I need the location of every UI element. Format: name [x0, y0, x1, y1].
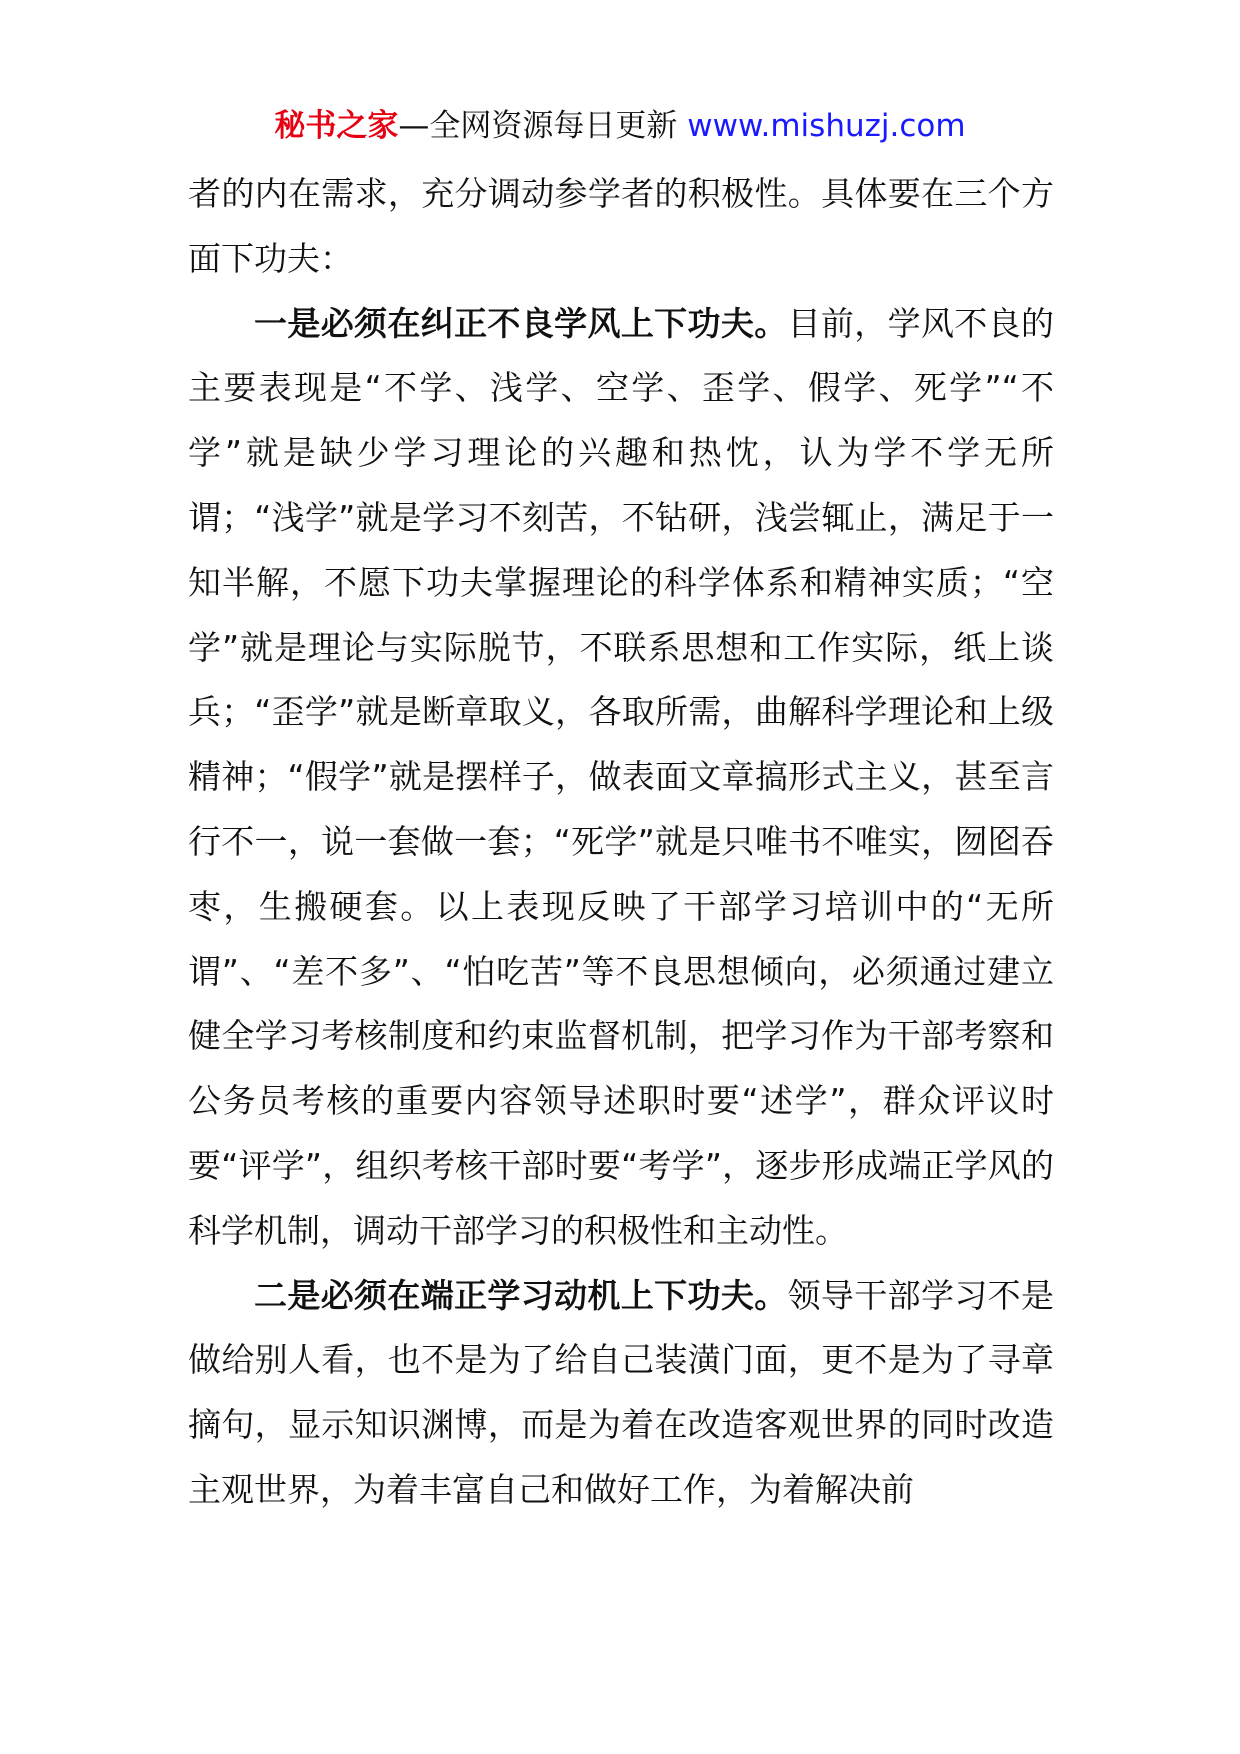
paragraph-text: 目前，学风不良的主要表现是“不学、浅学、空学、歪学、假学、死学”“不学”就是缺少学习理论的兴趣和热忱，认为学不学无所谓；“浅学”就是学习不刻苦，不钻研，浅尝辄止，满足于一知半解，不愿下功夫掌握理论的科学体系和精神实质；“空学”就是理论与实际脱节，不联系思想和工作实际，纸上谈兵；“歪学”就是断章取义，各取所需，曲解科学理论和上级精神；“假学”就是摆样子，做表面文章搞形式主义，甚至言行不一，说一套做一套；“死学”就是只唯书不唯实，囫囵吞枣，生搬硬套。以上表现反映了干部学习培训中的“无所谓”、“差不多”、“怕吃苦”等不良思想倾向，必须通过建立健全学习考核制度和约束监督机制，把学习作为干部考察和公务员考核的重要内容领导述职时要“述学”，群众评议时要“评学”，组织考核干部时要“考学”，逐步形成端正学风的科学机制，调动干部学习的积极性和主动性。: [188, 303, 1055, 1250]
document-body: [188, 162, 1054, 1523]
paragraph-text: 者的内在需求，充分调动参学者的积极性。具体要在三个方面下功夫：: [188, 174, 1054, 278]
paragraph-text: 领导干部学习不是做给别人看，也不是为了给自己装潢门面，更不是为了寻章摘句，显示知识渊博，而是为着在改造客观世界的同时改造主观世界，为着丰富自己和做好工作，为着解决前: [188, 1275, 1055, 1509]
paragraph-continuation: [188, 162, 1054, 292]
paragraph-second-point: [188, 1264, 1054, 1523]
header-url-link[interactable]: www.mishuzj.com: [687, 108, 966, 144]
paragraph-lead: 二是必须在端正学习动机上下功夫。: [254, 1275, 788, 1315]
paragraph-lead: 一是必须在纠正不良学风上下功夫。: [254, 303, 788, 343]
header-tagline: —全网资源每日更新: [398, 108, 678, 144]
page-header: [0, 104, 1240, 148]
paragraph-first-point: [188, 292, 1054, 1264]
header-brand: 秘书之家: [274, 108, 399, 144]
